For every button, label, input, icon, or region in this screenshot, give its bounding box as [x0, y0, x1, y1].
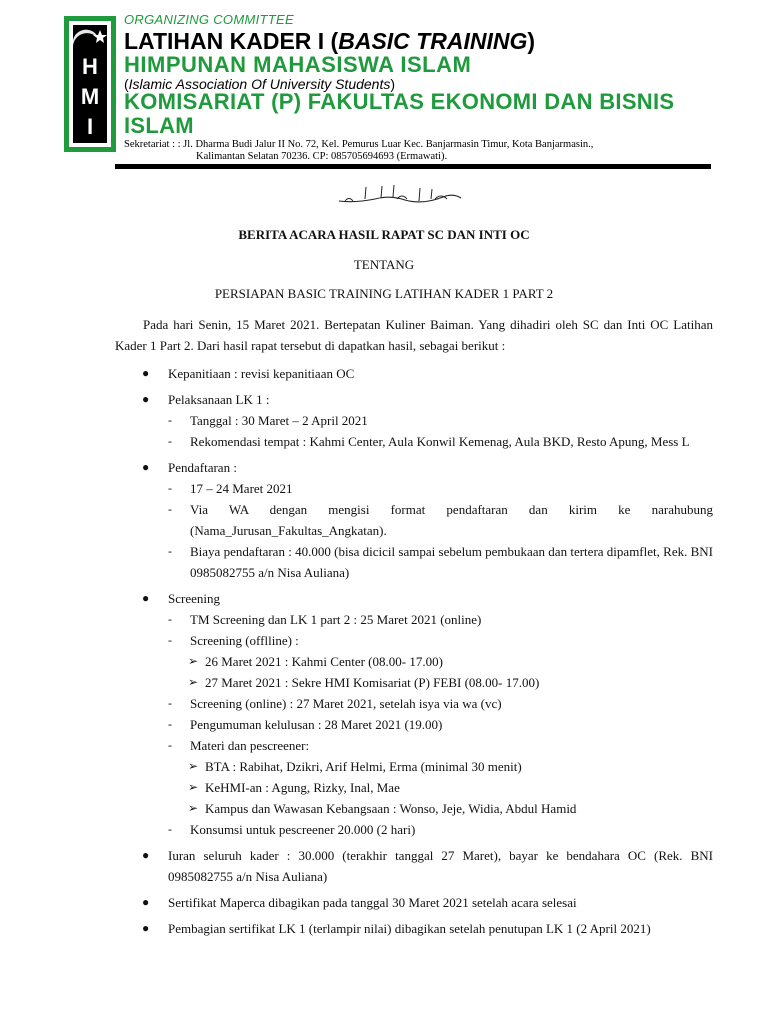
list-item-text: Konsumsi untuk pescreener 20.000 (2 hari): [190, 822, 416, 837]
dash-marker: -: [168, 612, 172, 626]
dash-marker: -: [168, 633, 172, 647]
title-suffix: ): [527, 28, 536, 54]
list-item-text: Iuran seluruh kader : 30.000 (terakhir tanggal 27 Maret), bayar ke bendahara OC (Rek. BNI 0985082755 a/n Nisa Auliana): [168, 848, 713, 884]
list-item: [115, 918, 713, 939]
list-item-text: Pengumuman kelulusan : 28 Maret 2021 (19.00): [190, 717, 443, 732]
arrow-bullet-icon: ➢: [188, 801, 199, 815]
letterhead-title: [124, 28, 535, 55]
dash-marker: -: [168, 822, 172, 836]
dash-marker: -: [168, 696, 172, 710]
list-item: [115, 892, 713, 913]
list-item-text: Screening (online) : 27 Maret 2021, setelah isya via wa (vc): [190, 696, 502, 711]
list-item-text: KeHMI-an : Agung, Rizky, Inal, Mae: [205, 780, 400, 795]
document-heading: BERITA ACARA HASIL RAPAT SC DAN INTI OC: [238, 227, 530, 242]
dash-marker: -: [168, 738, 172, 752]
intro-paragraph: Pada hari Senin, 15 Maret 2021. Bertepatan Kuliner Baiman. Yang dihadiri oleh SC dan Inti OC Latihan Kader 1 Part 2. Dari hasil rapat tersebut di dapatkan hasil, sebagai berikut :: [115, 317, 713, 353]
list-item: [115, 363, 713, 384]
bullet-icon: ●: [142, 895, 150, 909]
sub-list-item: [115, 819, 713, 840]
list-item-text: TM Screening dan LK 1 part 2 : 25 Maret 2021 (online): [190, 612, 482, 627]
list-item-text: Pelaksanaan LK 1 :: [168, 392, 270, 407]
address-line-2: Kalimantan Selatan 70236. CP: 085705694693 (Ermawati).: [196, 151, 448, 162]
arrow-bullet-icon: ➢: [188, 759, 199, 773]
list-item-text: Pendaftaran :: [168, 460, 237, 475]
sub-sub-list-item: [115, 756, 713, 777]
dash-marker: -: [168, 717, 172, 731]
logo-letter-m: M: [80, 84, 100, 109]
list-item-text: 27 Maret 2021 : Sekre HMI Komisariat (P) FEBI (08.00- 17.00): [205, 675, 540, 690]
sub-sub-list-item: [115, 777, 713, 798]
arrow-bullet-icon: ➢: [188, 654, 199, 668]
bullet-icon: ●: [142, 591, 150, 605]
list-item: [115, 457, 713, 478]
sub-list-item: [115, 431, 713, 452]
list-item-text: 26 Maret 2021 : Kahmi Center (08.00- 17.00): [205, 654, 443, 669]
komisariat-name: KOMISARIAT (P) FAKULTAS EKONOMI DAN BISNIS ISLAM: [124, 89, 675, 138]
list-item-text: Materi dan pescreener:: [190, 738, 310, 753]
sub-list-item: [115, 714, 713, 735]
list-item-text: Sertifikat Maperca dibagikan pada tanggal 30 Maret 2021 setelah acara selesai: [168, 895, 577, 910]
list-item-text: Kepanitiaan : revisi kepanitiaan OC: [168, 366, 355, 381]
title-prefix: LATIHAN KADER I (: [124, 28, 339, 54]
sub-sub-list-item: [115, 798, 713, 819]
bullet-icon: ●: [142, 460, 150, 474]
organizing-committee-label: ORGANIZING COMMITTEE: [124, 12, 294, 27]
list-item-text: Biaya pendaftaran : 40.000 (bisa dicicil sampai sebelum pembukaan dan tertera dipamflet, Rek. BNI 0985082755 a/n Nisa Auliana): [190, 544, 713, 580]
dash-marker: -: [168, 434, 172, 448]
sub-list-item: [115, 499, 713, 541]
document-subject: PERSIAPAN BASIC TRAINING LATIHAN KADER 1 PART 2: [214, 286, 554, 301]
letterhead-divider: [115, 164, 711, 169]
organization-name: HIMPUNAN MAHASISWA ISLAM: [124, 52, 472, 77]
sub-list-item: [115, 478, 713, 499]
sub-list-item: [115, 735, 713, 756]
sub-list-item: [115, 609, 713, 630]
dash-marker: -: [168, 502, 172, 516]
sub-list-item: [115, 410, 713, 431]
list-item-text: Pembagian sertifikat LK 1 (terlampir nilai) dibagikan setelah penutupan LK 1 (2 April 2021): [168, 921, 651, 936]
list-item-text: Via WA dengan mengisi format pendaftaran dan kirim ke narahubung (Nama_Jurusan_Fakultas_Angkatan).: [190, 502, 713, 538]
list-item: [115, 845, 713, 887]
sub-list-item: [115, 693, 713, 714]
title-italic: BASIC TRAINING: [338, 28, 528, 54]
list-item: [115, 389, 713, 410]
list-item-text: 17 – 24 Maret 2021: [190, 481, 293, 496]
list-item-text: Tanggal : 30 Maret – 2 April 2021: [190, 413, 368, 428]
list-item-text: BTA : Rabihat, Dzikri, Arif Helmi, Erma (minimal 30 menit): [205, 759, 522, 774]
sub-list-item: [115, 541, 713, 583]
dash-marker: -: [168, 481, 172, 495]
list-item-text: Screening: [168, 591, 220, 606]
sub-list-item: [115, 630, 713, 651]
hmi-logo: [64, 16, 116, 152]
sub-sub-list-item: [115, 672, 713, 693]
basmalah-calligraphy: [335, 181, 465, 209]
arrow-bullet-icon: ➢: [188, 780, 199, 794]
list-item-text: Rekomendasi tempat : Kahmi Center, Aula Konwil Kemenag, Aula BKD, Resto Apung, Mess L: [190, 434, 690, 449]
bullet-icon: ●: [142, 921, 150, 935]
document-subheading-tentang: TENTANG: [353, 257, 415, 272]
meeting-results-list: [115, 363, 713, 939]
secretariat-address: [124, 139, 724, 163]
dash-marker: -: [168, 413, 172, 427]
logo-letter-i: I: [86, 114, 94, 139]
arrow-bullet-icon: ➢: [188, 675, 199, 689]
dash-marker: -: [168, 544, 172, 558]
list-item-text: Kampus dan Wawasan Kebangsaan : Wonso, Jeje, Widia, Abdul Hamid: [205, 801, 577, 816]
assoc-prefix: (: [124, 76, 129, 92]
logo-letter-h: H: [82, 54, 98, 79]
bullet-icon: ●: [142, 848, 150, 862]
assoc-italic: Islamic Association Of University Students: [128, 76, 391, 92]
bullet-icon: ●: [142, 392, 150, 406]
address-line-1: Sekretariat : : Jl. Dharma Budi Jalur II No. 72, Kel. Pemurus Luar Kec. Banjarmasin Timur, Kota Banjarmasin.,: [124, 139, 594, 150]
assoc-suffix: ): [390, 76, 396, 92]
sub-sub-list-item: [115, 651, 713, 672]
bullet-icon: ●: [142, 366, 150, 380]
list-item-text: Screening (offlline) :: [190, 633, 299, 648]
list-item: [115, 588, 713, 609]
